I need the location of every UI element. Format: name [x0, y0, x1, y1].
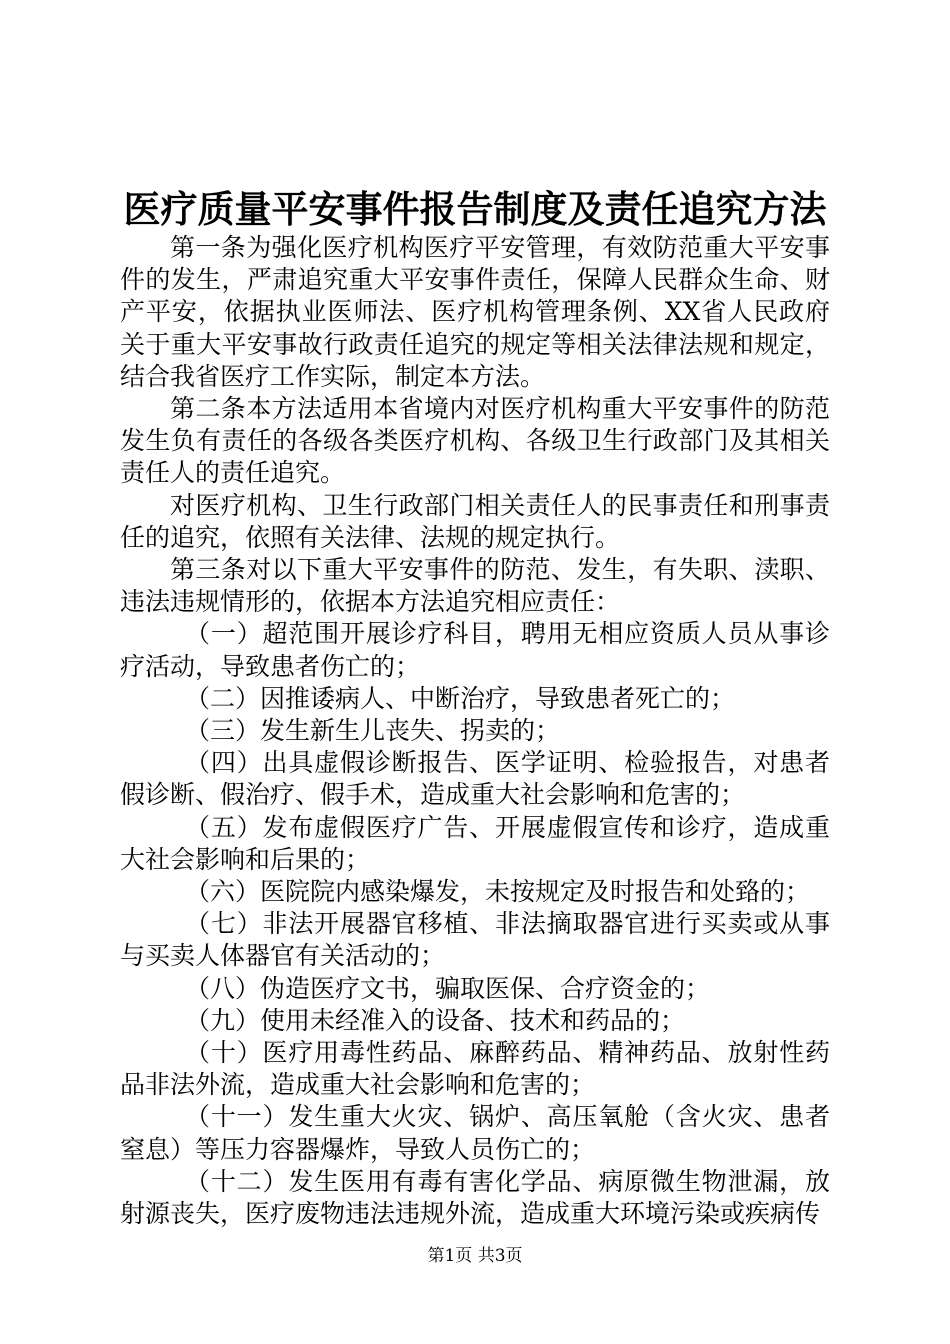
paragraph: 第二条本方法适用本省境内对医疗机构重大平安事件的防范发生负有责任的各级各类医疗机构、各级卫生行政部门及其相关责任人的责任追究。 — [120, 394, 830, 488]
list-item: （三）发生新生儿丧失、拐卖的； — [185, 716, 561, 746]
paragraph: 第一条为强化医疗机构医疗平安管理，有效防范重大平安事件的发生，严肃追究重大平安事件责任，保障人民群众生命、财产平安，依据执业医师法、医疗机构管理条例、XX省人民政府关于重大平安事故行政责任追究的规定等相关法律法规和规定，结合我省医疗工作实际，制定本方法。 — [120, 233, 830, 391]
list-item: （九）使用未经准入的设备、技术和药品的； — [185, 1005, 686, 1035]
list-item: （八）伪造医疗文书，骗取医保、合疗资金的； — [185, 973, 711, 1003]
list-item: （五）发布虚假医疗广告、开展虚假宣传和诊疗，造成重大社会影响和后果的； — [120, 812, 830, 874]
paragraph: 对医疗机构、卫生行政部门相关责任人的民事责任和刑事责任的追究，依照有关法律、法规的规定执行。 — [120, 490, 830, 552]
list-item: （十一）发生重大火灾、锅炉、高压氧舱（含火灾、患者窒息）等压力容器爆炸，导致人员伤亡的； — [120, 1102, 830, 1164]
page-number-footer: 第1页 共3页 — [427, 1246, 523, 1266]
list-item: （六）医院院内感染爆发，未按规定及时报告和处臵的； — [185, 877, 811, 907]
list-item: （二）因推诿病人、中断治疗，导致患者死亡的； — [185, 683, 736, 713]
document-body — [120, 232, 830, 1230]
list-item: （十）医疗用毒性药品、麻醉药品、精神药品、放射性药品非法外流，造成重大社会影响和危害的； — [120, 1038, 830, 1100]
list-item: （七）非法开展器官移植、非法摘取器官进行买卖或从事与买卖人体器官有关活动的； — [120, 909, 830, 971]
list-item: （十二）发生医用有毒有害化学品、病原微生物泄漏，放射源丧失，医疗废物违法违规外流，造成重大环境污染或疾病传 — [120, 1166, 830, 1229]
list-item: （四）出具虚假诊断报告、医学证明、检验报告，对患者假诊断、假治疗、假手术，造成重大社会影响和危害的； — [120, 748, 830, 810]
list-item: （一）超范围开展诊疗科目，聘用无相应资质人员从事诊疗活动，导致患者伤亡的； — [120, 619, 830, 681]
paragraph: 第三条对以下重大平安事件的防范、发生，有失职、渎职、违法违规情形的，依据本方法追究相应责任： — [120, 555, 830, 617]
document-title: 医疗质量平安事件报告制度及责任追究方法 — [123, 187, 827, 231]
